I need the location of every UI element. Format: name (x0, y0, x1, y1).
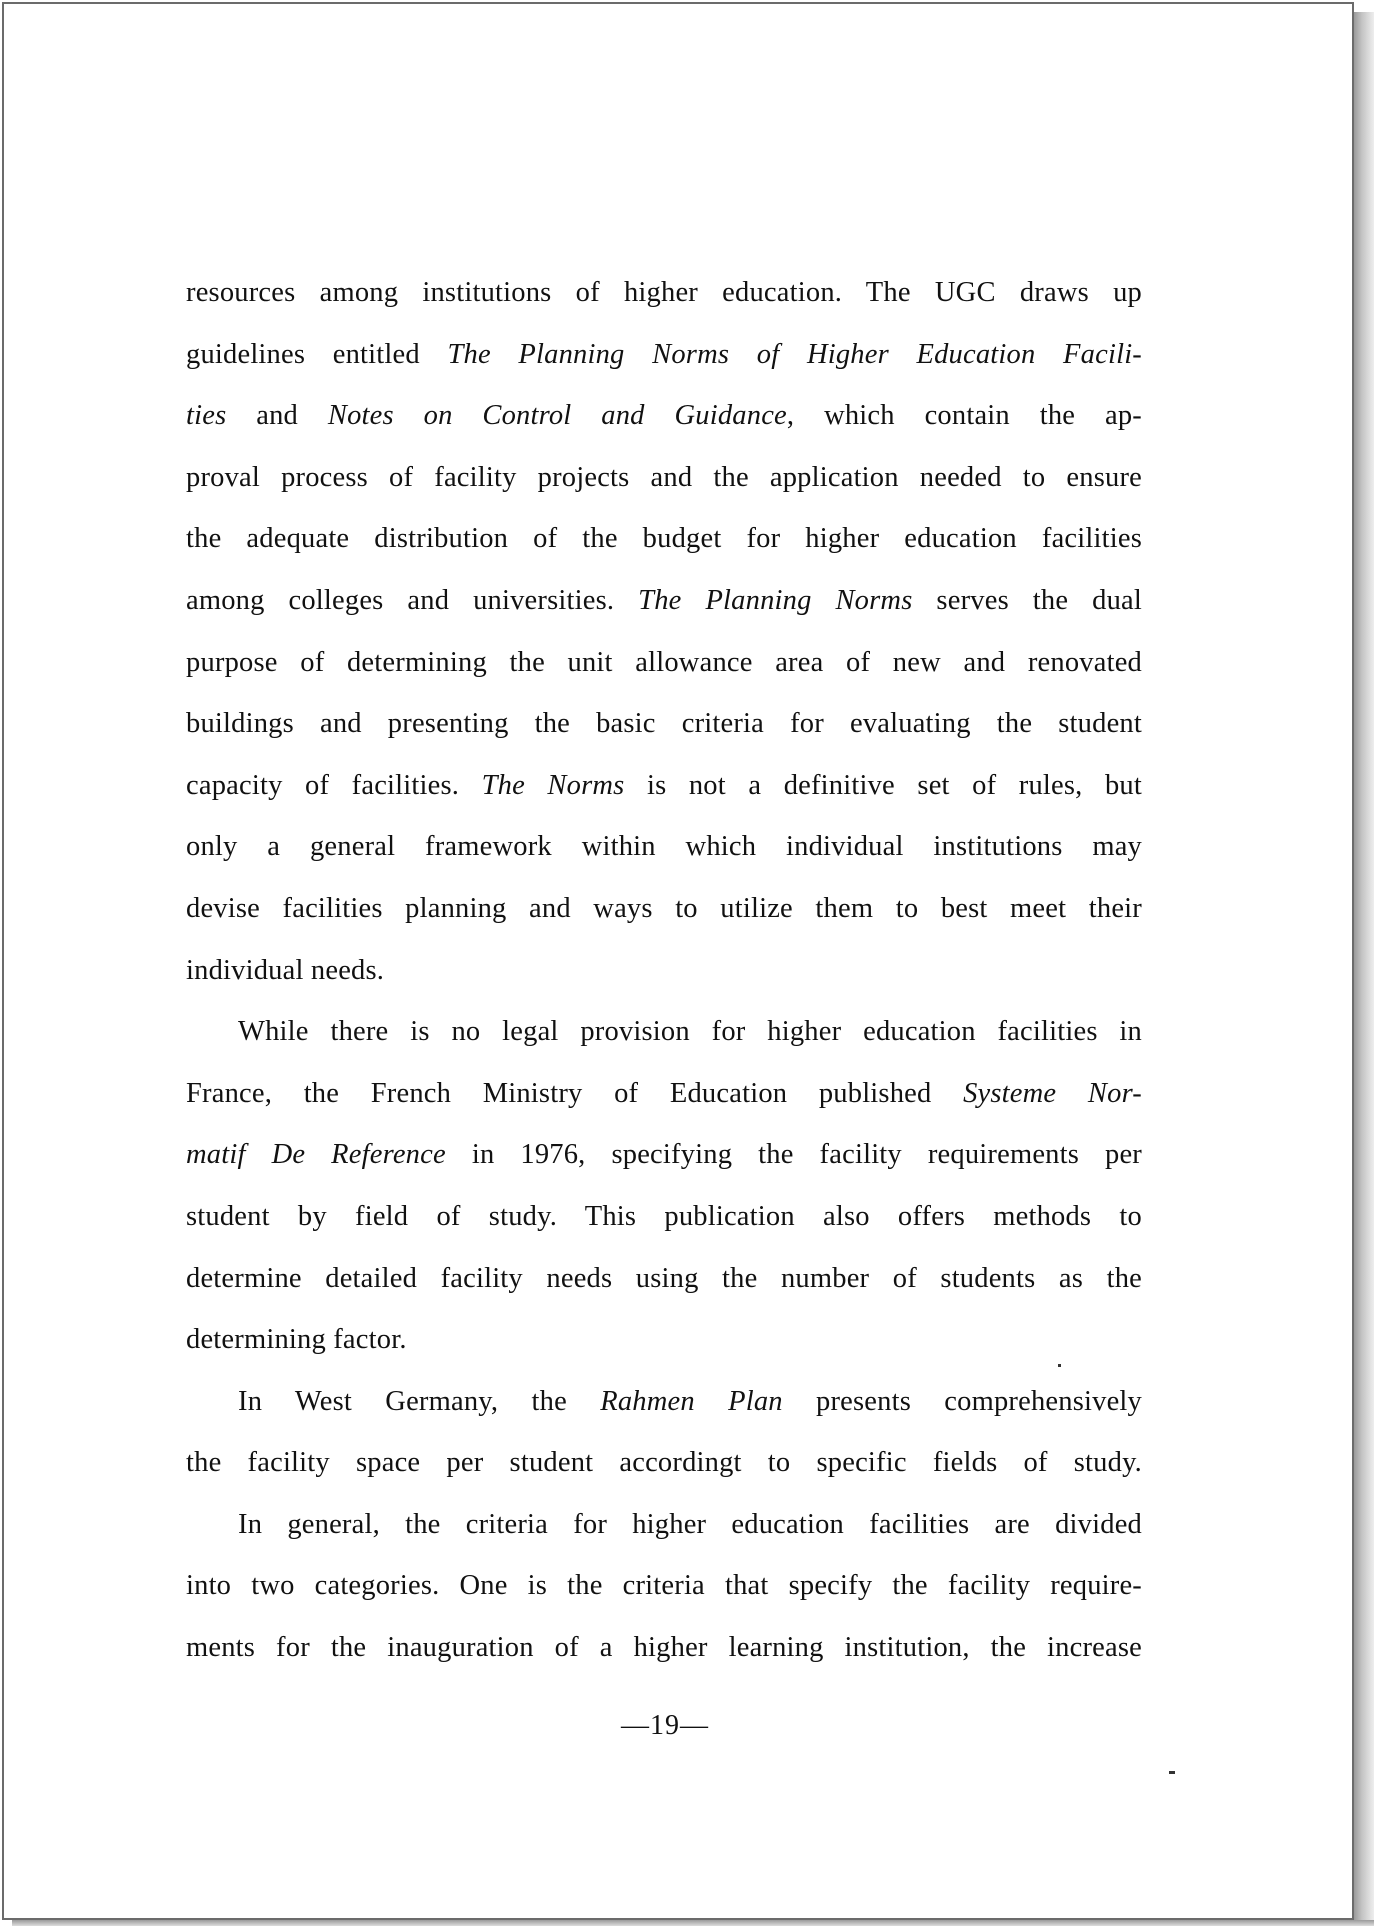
page-edge-shadow (1354, 12, 1374, 1920)
text-line: the adequate distribution of the budget for higher education facilities (186, 523, 1142, 555)
text-line: capacity of facilities. The Norms is not a definitive set of rules, but (186, 769, 1143, 801)
text-line: proval process of facility projects and the application needed to ensure (186, 461, 1142, 493)
text-line: France, the French Ministry of Education published Systeme Nor- (186, 1077, 1142, 1109)
body-text (186, 262, 1142, 1679)
text-line: matif De Reference in 1976, specifying the facility requirements per (186, 1139, 1142, 1171)
text-line: student by field of study. This publication also offers methods to (186, 1200, 1142, 1232)
scan-speck (1169, 1771, 1175, 1774)
scan-speck (1058, 1364, 1061, 1367)
text-line: determining factor. (186, 1324, 407, 1356)
text-line: only a general framework within which individual institutions may (186, 831, 1142, 863)
page-number: —19— (621, 1710, 709, 1741)
text-line: buildings and presenting the basic criteria for evaluating the student (186, 708, 1142, 740)
text-line: ties and Notes on Control and Guidance, which contain the ap- (186, 400, 1142, 432)
text-line: the facility space per student accordingt to specific fields of study. (186, 1447, 1142, 1479)
text-line: devise facilities planning and ways to utilize them to best meet their (186, 892, 1142, 924)
text-line: resources among institutions of higher education. The UGC draws up (186, 277, 1142, 308)
text-line: determine detailed facility needs using the number of students as the (186, 1262, 1142, 1294)
text-line: guidelines entitled The Planning Norms of Higher Education Facili- (186, 338, 1143, 370)
text-line: ments for the inauguration of a higher learning institution, the increase (186, 1632, 1142, 1664)
text-line: In West Germany, the Rahmen Plan presents comprehensively (238, 1385, 1142, 1417)
page-bottom-shadow (12, 1920, 1374, 1926)
text-line: individual needs. (186, 954, 385, 986)
text-line: among colleges and universities. The Planning Norms serves the dual (186, 584, 1143, 616)
text-line: In general, the criteria for higher education facilities are divided (238, 1508, 1142, 1540)
text-line: purpose of determining the unit allowance area of new and renovated (186, 646, 1142, 678)
text-line: into two categories. One is the criteria that specify the facility require- (186, 1570, 1142, 1602)
text-line: While there is no legal provision for higher education facilities in (238, 1016, 1142, 1048)
